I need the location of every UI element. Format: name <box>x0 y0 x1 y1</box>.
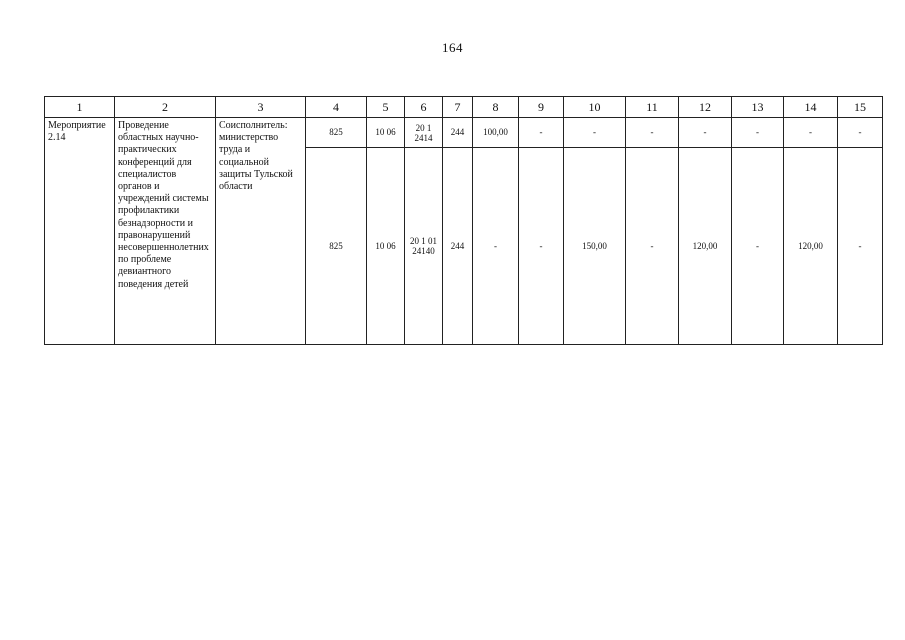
table-cell: 10 06 <box>367 148 405 345</box>
column-header: 4 <box>306 97 367 118</box>
column-header: 3 <box>216 97 306 118</box>
table-cell: 100,00 <box>473 118 519 148</box>
column-header: 12 <box>679 97 732 118</box>
column-header: 1 <box>45 97 115 118</box>
table-cell: 120,00 <box>679 148 732 345</box>
table-cell: - <box>679 118 732 148</box>
event-label-cell: Мероприятие 2.14 <box>45 118 115 345</box>
column-header: 6 <box>405 97 443 118</box>
column-header: 8 <box>473 97 519 118</box>
column-header: 11 <box>626 97 679 118</box>
column-header: 15 <box>838 97 883 118</box>
table-cell: - <box>519 148 564 345</box>
table-cell: - <box>838 118 883 148</box>
column-header: 14 <box>784 97 838 118</box>
column-header: 10 <box>564 97 626 118</box>
budget-table <box>44 96 883 345</box>
table-cell: 244 <box>443 118 473 148</box>
table-cell: - <box>732 118 784 148</box>
table-cell: 825 <box>306 118 367 148</box>
table-cell: - <box>564 118 626 148</box>
table-cell: - <box>784 118 838 148</box>
page-number: 164 <box>442 40 463 55</box>
event-description-cell: Проведение областных научно-практических конференций для специалистов органов и учреждений системы профилактики безнадзорности и правонарушений несовершеннолетних по проблеме девиантного поведения детей <box>115 118 216 345</box>
table-cell: - <box>519 118 564 148</box>
table-cell: - <box>626 118 679 148</box>
column-header: 9 <box>519 97 564 118</box>
column-header: 2 <box>115 97 216 118</box>
table-cell: 150,00 <box>564 148 626 345</box>
table-row <box>45 118 883 148</box>
executor-cell: Соисполнитель: министерство труда и социальной защиты Тульской области <box>216 118 306 345</box>
table-cell: - <box>473 148 519 345</box>
column-header: 7 <box>443 97 473 118</box>
table-cell: 825 <box>306 148 367 345</box>
table-cell: - <box>626 148 679 345</box>
table-cell: 20 1 2414 <box>405 118 443 148</box>
table-cell: 20 1 01 24140 <box>405 148 443 345</box>
header-row <box>45 97 883 118</box>
column-header: 13 <box>732 97 784 118</box>
table-cell: 120,00 <box>784 148 838 345</box>
table-cell: 10 06 <box>367 118 405 148</box>
table-cell: - <box>838 148 883 345</box>
table-cell: 244 <box>443 148 473 345</box>
table-cell: - <box>732 148 784 345</box>
column-header: 5 <box>367 97 405 118</box>
